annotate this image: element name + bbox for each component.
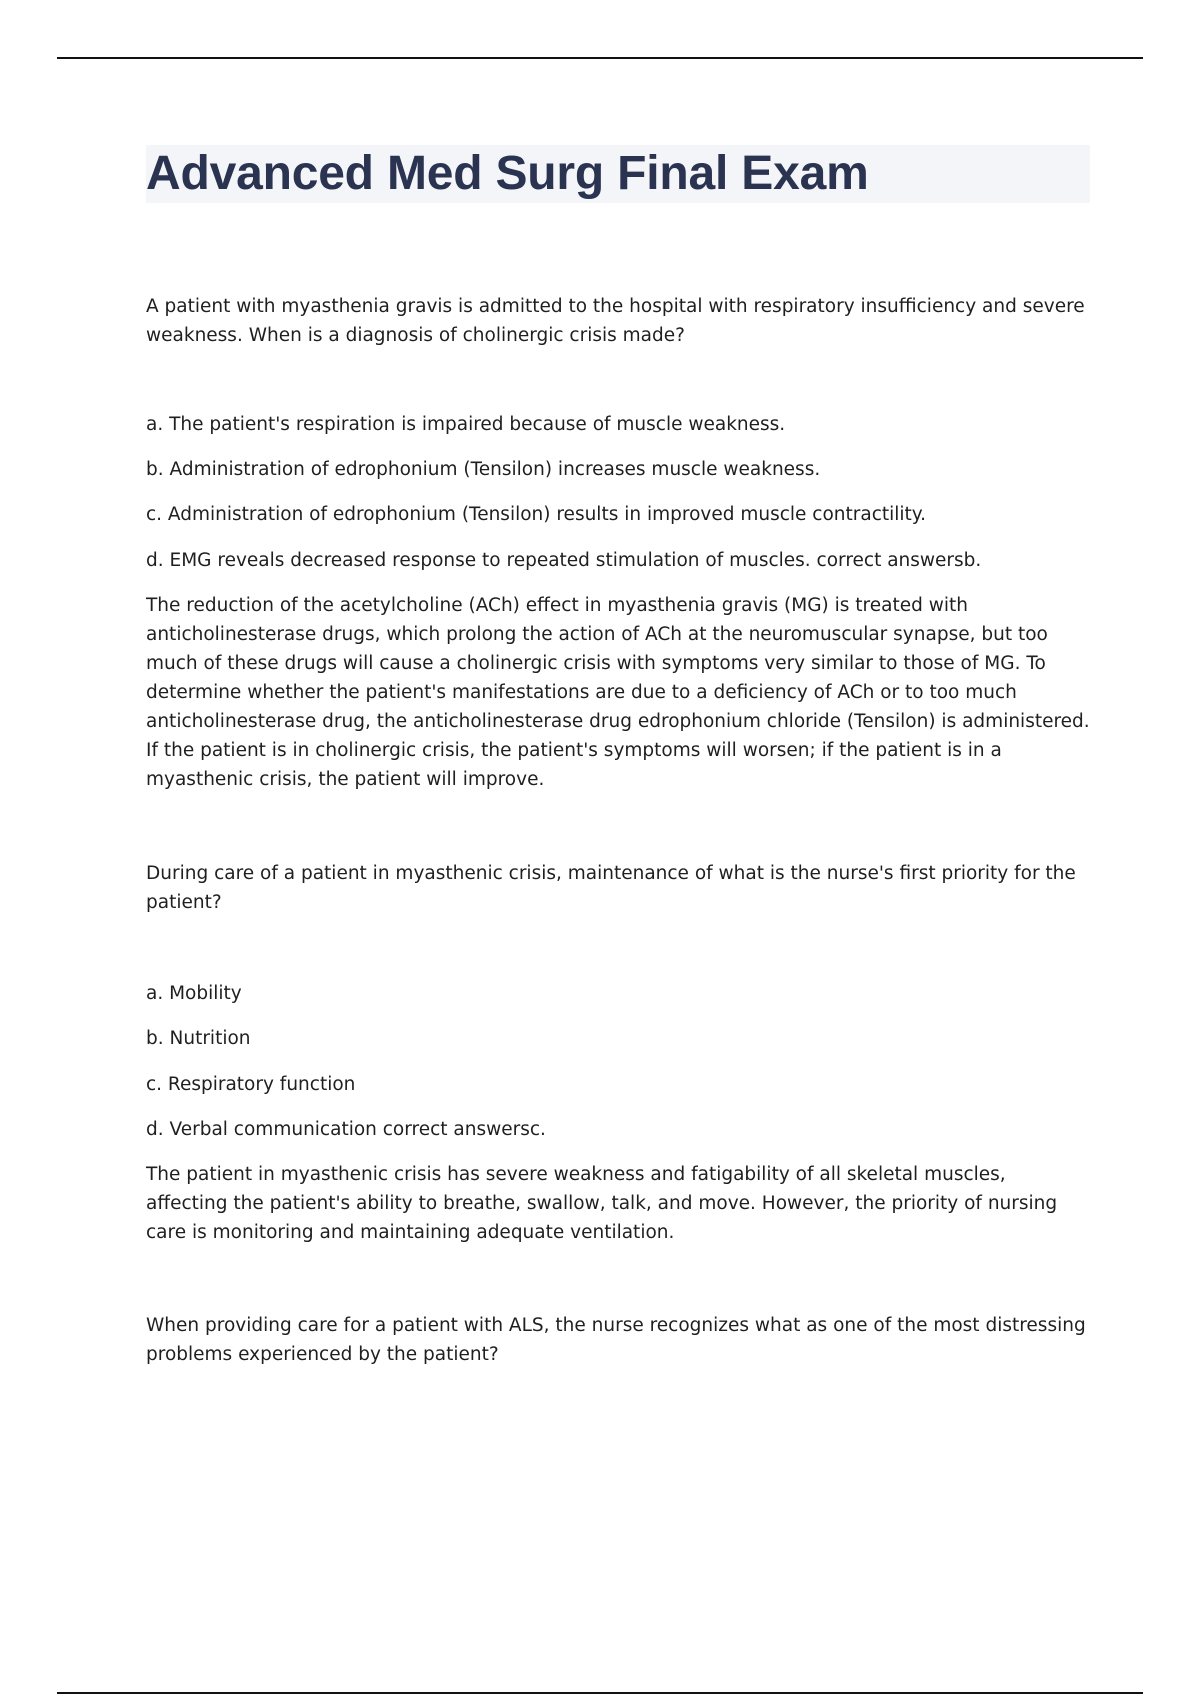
question-2-option-d: d. Verbal communication correct answersc. [146, 1119, 546, 1140]
question-1-option-b: b. Administration of edrophonium (Tensilon) increases muscle weakness. [146, 459, 821, 480]
question-2-option-c: c. Respiratory function [146, 1074, 356, 1095]
question-2-option-a: a. Mobility [146, 983, 242, 1004]
header-rule [57, 57, 1143, 59]
question-2-text: During care of a patient in myasthenic crisis, maintenance of what is the nurse's first priority for the patient? [146, 863, 1076, 913]
document-title: Advanced Med Surg Final Exam [146, 147, 869, 200]
question-1-option-a: a. The patient's respiration is impaired because of muscle weakness. [146, 414, 786, 435]
question-1-text: A patient with myasthenia gravis is admitted to the hospital with respiratory insufficiency and severe weakness. When is a diagnosis of cholinergic crisis made? [146, 296, 1085, 346]
question-1-option-c: c. Administration of edrophonium (Tensilon) results in improved muscle contractility. [146, 504, 926, 525]
question-1-rationale: The reduction of the acetylcholine (ACh) effect in myasthenia gravis (MG) is treated with anticholinesterase drugs, which prolong the action of ACh at the neuromuscular synapse, but too much of these drugs will cause a cholinergic crisis with symptoms very similar to those of MG. To determine whether the patient's manifestations are due to a deficiency of ACh or to too much anticholinesterase drug, the anticholinesterase drug edrophonium chloride (Tensilon) is administered. If the patient is in cholinergic crisis, the patient's symptoms will worsen; if the patient is in a myasthenic crisis, the patient will improve. [146, 595, 1090, 790]
question-3-text: When providing care for a patient with ALS, the nurse recognizes what as one of the most distressing problems experienced by the patient? [146, 1315, 1086, 1365]
footer-rule [57, 1692, 1143, 1694]
question-1-option-d: d. EMG reveals decreased response to repeated stimulation of muscles. correct answersb. [146, 550, 982, 571]
question-2-rationale: The patient in myasthenic crisis has severe weakness and fatigability of all skeletal muscles, affecting the patient's ability to breathe, swallow, talk, and move. However, the priority of nursing care is monitoring and maintaining adequate ventilation. [146, 1164, 1058, 1243]
question-2-option-b: b. Nutrition [146, 1028, 251, 1049]
